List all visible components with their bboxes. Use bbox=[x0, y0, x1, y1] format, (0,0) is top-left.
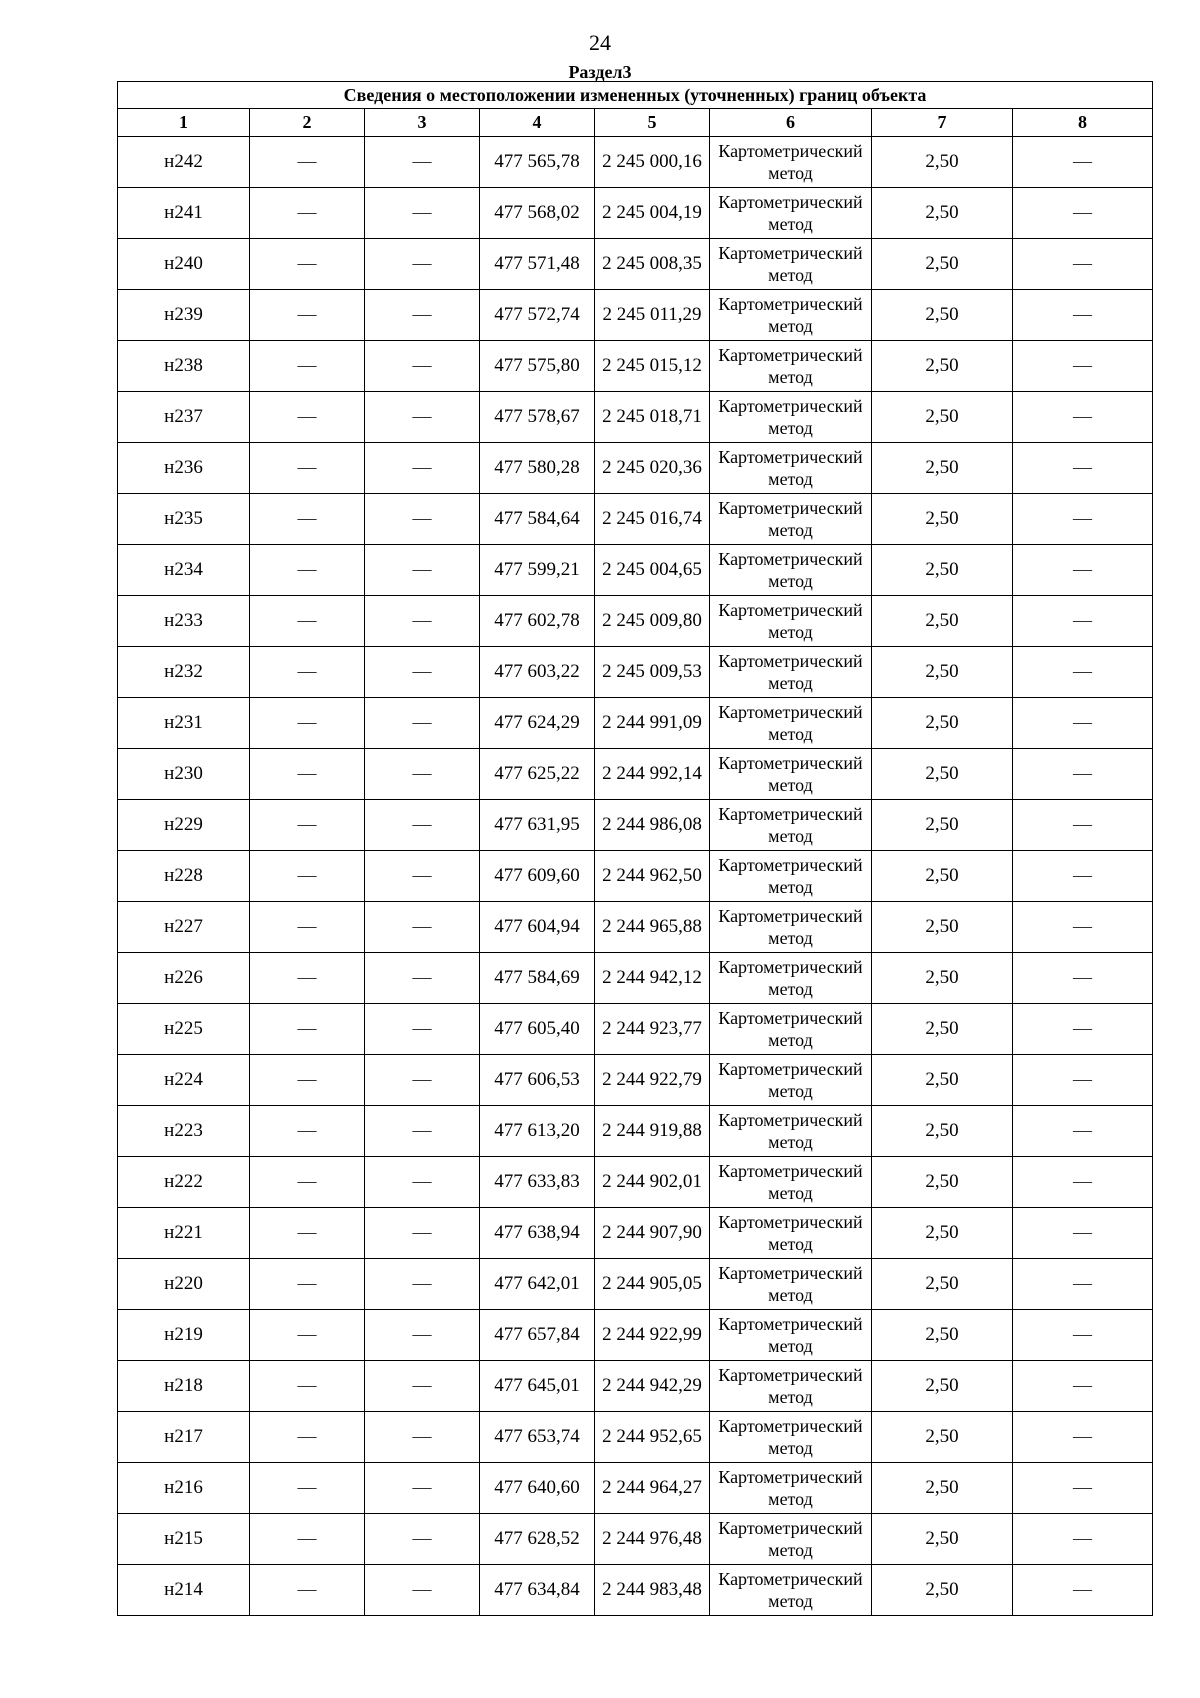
table-caption-row bbox=[118, 82, 1153, 109]
table-row bbox=[118, 698, 1153, 749]
table-row bbox=[118, 341, 1153, 392]
column-3-value: — bbox=[365, 545, 480, 596]
coordinate-x: 477 568,02 bbox=[480, 188, 595, 239]
determination-method: Картометрический метод bbox=[710, 494, 872, 545]
column-number: 7 bbox=[872, 109, 1013, 137]
column-8-value: — bbox=[1013, 902, 1153, 953]
coordinate-y: 2 245 020,36 bbox=[595, 443, 710, 494]
table-row bbox=[118, 494, 1153, 545]
column-8-value: — bbox=[1013, 1208, 1153, 1259]
column-2-value: — bbox=[250, 953, 365, 1004]
table-row bbox=[118, 290, 1153, 341]
column-2-value: — bbox=[250, 902, 365, 953]
column-2-value: — bbox=[250, 137, 365, 188]
table-row bbox=[118, 749, 1153, 800]
coordinate-x: 477 624,29 bbox=[480, 698, 595, 749]
column-8-value: — bbox=[1013, 290, 1153, 341]
accuracy-value: 2,50 bbox=[872, 341, 1013, 392]
column-2-value: — bbox=[250, 1157, 365, 1208]
column-number: 1 bbox=[118, 109, 250, 137]
coordinate-y: 2 244 976,48 bbox=[595, 1514, 710, 1565]
determination-method: Картометрический метод bbox=[710, 953, 872, 1004]
coordinate-y: 2 244 919,88 bbox=[595, 1106, 710, 1157]
column-3-value: — bbox=[365, 239, 480, 290]
accuracy-value: 2,50 bbox=[872, 443, 1013, 494]
coordinate-y: 2 244 922,99 bbox=[595, 1310, 710, 1361]
coordinate-y: 2 244 983,48 bbox=[595, 1565, 710, 1616]
point-name: н228 bbox=[118, 851, 250, 902]
point-name: н229 bbox=[118, 800, 250, 851]
section-title: Раздел3 bbox=[568, 62, 632, 82]
column-8-value: — bbox=[1013, 647, 1153, 698]
coordinate-x: 477 603,22 bbox=[480, 647, 595, 698]
coordinate-x: 477 602,78 bbox=[480, 596, 595, 647]
determination-method: Картометрический метод bbox=[710, 902, 872, 953]
point-name: н225 bbox=[118, 1004, 250, 1055]
determination-method: Картометрический метод bbox=[710, 188, 872, 239]
column-8-value: — bbox=[1013, 953, 1153, 1004]
coordinate-x: 477 584,69 bbox=[480, 953, 595, 1004]
column-number-row bbox=[118, 109, 1153, 137]
column-3-value: — bbox=[365, 749, 480, 800]
determination-method: Картометрический метод bbox=[710, 1208, 872, 1259]
accuracy-value: 2,50 bbox=[872, 1514, 1013, 1565]
coordinate-y: 2 244 965,88 bbox=[595, 902, 710, 953]
column-3-value: — bbox=[365, 341, 480, 392]
determination-method: Картометрический метод bbox=[710, 341, 872, 392]
coordinate-x: 477 578,67 bbox=[480, 392, 595, 443]
table-row bbox=[118, 1004, 1153, 1055]
point-name: н216 bbox=[118, 1463, 250, 1514]
table-row bbox=[118, 239, 1153, 290]
column-3-value: — bbox=[365, 647, 480, 698]
point-name: н240 bbox=[118, 239, 250, 290]
column-8-value: — bbox=[1013, 851, 1153, 902]
coordinate-x: 477 609,60 bbox=[480, 851, 595, 902]
column-3-value: — bbox=[365, 1514, 480, 1565]
point-name: н215 bbox=[118, 1514, 250, 1565]
coordinate-y: 2 244 962,50 bbox=[595, 851, 710, 902]
accuracy-value: 2,50 bbox=[872, 1259, 1013, 1310]
table-row bbox=[118, 1412, 1153, 1463]
column-8-value: — bbox=[1013, 239, 1153, 290]
point-name: н234 bbox=[118, 545, 250, 596]
accuracy-value: 2,50 bbox=[872, 1106, 1013, 1157]
coordinate-y: 2 245 004,65 bbox=[595, 545, 710, 596]
table-caption: Сведения о местоположении измененных (уточненных) границ объекта bbox=[118, 82, 1153, 109]
table-row bbox=[118, 596, 1153, 647]
column-number: 6 bbox=[710, 109, 872, 137]
coordinate-y: 2 245 016,74 bbox=[595, 494, 710, 545]
accuracy-value: 2,50 bbox=[872, 1208, 1013, 1259]
column-8-value: — bbox=[1013, 749, 1153, 800]
accuracy-value: 2,50 bbox=[872, 239, 1013, 290]
coordinate-x: 477 606,53 bbox=[480, 1055, 595, 1106]
coordinate-x: 477 571,48 bbox=[480, 239, 595, 290]
column-3-value: — bbox=[365, 1412, 480, 1463]
column-2-value: — bbox=[250, 1310, 365, 1361]
accuracy-value: 2,50 bbox=[872, 698, 1013, 749]
point-name: н220 bbox=[118, 1259, 250, 1310]
table-row bbox=[118, 1055, 1153, 1106]
determination-method: Картометрический метод bbox=[710, 1310, 872, 1361]
column-3-value: — bbox=[365, 392, 480, 443]
column-8-value: — bbox=[1013, 1259, 1153, 1310]
table-row bbox=[118, 188, 1153, 239]
determination-method: Картометрический метод bbox=[710, 239, 872, 290]
coordinate-y: 2 244 902,01 bbox=[595, 1157, 710, 1208]
accuracy-value: 2,50 bbox=[872, 1565, 1013, 1616]
coordinate-x: 477 640,60 bbox=[480, 1463, 595, 1514]
table-row bbox=[118, 1208, 1153, 1259]
coordinate-y: 2 244 905,05 bbox=[595, 1259, 710, 1310]
column-3-value: — bbox=[365, 290, 480, 341]
column-2-value: — bbox=[250, 1106, 365, 1157]
column-8-value: — bbox=[1013, 1106, 1153, 1157]
coordinate-y: 2 244 992,14 bbox=[595, 749, 710, 800]
coordinate-y: 2 244 923,77 bbox=[595, 1004, 710, 1055]
column-3-value: — bbox=[365, 851, 480, 902]
column-number: 4 bbox=[480, 109, 595, 137]
coordinate-x: 477 604,94 bbox=[480, 902, 595, 953]
column-2-value: — bbox=[250, 1259, 365, 1310]
point-name: н224 bbox=[118, 1055, 250, 1106]
table-row bbox=[118, 851, 1153, 902]
column-3-value: — bbox=[365, 1259, 480, 1310]
accuracy-value: 2,50 bbox=[872, 596, 1013, 647]
coordinate-x: 477 642,01 bbox=[480, 1259, 595, 1310]
point-name: н230 bbox=[118, 749, 250, 800]
column-2-value: — bbox=[250, 1361, 365, 1412]
point-name: н219 bbox=[118, 1310, 250, 1361]
coordinate-y: 2 245 009,80 bbox=[595, 596, 710, 647]
column-2-value: — bbox=[250, 443, 365, 494]
boundary-coordinates-table bbox=[117, 81, 1153, 1616]
column-8-value: — bbox=[1013, 1004, 1153, 1055]
point-name: н221 bbox=[118, 1208, 250, 1259]
column-3-value: — bbox=[365, 698, 480, 749]
column-number: 2 bbox=[250, 109, 365, 137]
coordinate-y: 2 244 964,27 bbox=[595, 1463, 710, 1514]
determination-method: Картометрический метод bbox=[710, 137, 872, 188]
column-8-value: — bbox=[1013, 1412, 1153, 1463]
accuracy-value: 2,50 bbox=[872, 392, 1013, 443]
point-name: н241 bbox=[118, 188, 250, 239]
accuracy-value: 2,50 bbox=[872, 290, 1013, 341]
coordinate-y: 2 245 004,19 bbox=[595, 188, 710, 239]
determination-method: Картометрический метод bbox=[710, 545, 872, 596]
accuracy-value: 2,50 bbox=[872, 851, 1013, 902]
column-3-value: — bbox=[365, 188, 480, 239]
coordinate-x: 477 580,28 bbox=[480, 443, 595, 494]
coordinate-x: 477 628,52 bbox=[480, 1514, 595, 1565]
table-row bbox=[118, 1514, 1153, 1565]
determination-method: Картометрический метод bbox=[710, 1106, 872, 1157]
coordinate-y: 2 245 018,71 bbox=[595, 392, 710, 443]
coordinate-x: 477 575,80 bbox=[480, 341, 595, 392]
coordinate-x: 477 613,20 bbox=[480, 1106, 595, 1157]
column-8-value: — bbox=[1013, 1565, 1153, 1616]
point-name: н223 bbox=[118, 1106, 250, 1157]
point-name: н226 bbox=[118, 953, 250, 1004]
column-8-value: — bbox=[1013, 1463, 1153, 1514]
column-8-value: — bbox=[1013, 1157, 1153, 1208]
accuracy-value: 2,50 bbox=[872, 902, 1013, 953]
determination-method: Картометрический метод bbox=[710, 1055, 872, 1106]
coordinate-x: 477 633,83 bbox=[480, 1157, 595, 1208]
table-row bbox=[118, 1259, 1153, 1310]
column-8-value: — bbox=[1013, 443, 1153, 494]
column-2-value: — bbox=[250, 1004, 365, 1055]
table-row bbox=[118, 137, 1153, 188]
coordinate-y: 2 244 952,65 bbox=[595, 1412, 710, 1463]
accuracy-value: 2,50 bbox=[872, 1412, 1013, 1463]
coordinate-y: 2 244 942,12 bbox=[595, 953, 710, 1004]
coordinate-y: 2 245 008,35 bbox=[595, 239, 710, 290]
column-8-value: — bbox=[1013, 137, 1153, 188]
point-name: н236 bbox=[118, 443, 250, 494]
column-8-value: — bbox=[1013, 1514, 1153, 1565]
coordinate-y: 2 244 991,09 bbox=[595, 698, 710, 749]
column-3-value: — bbox=[365, 1565, 480, 1616]
table-body bbox=[118, 137, 1153, 1616]
determination-method: Картометрический метод bbox=[710, 1157, 872, 1208]
column-8-value: — bbox=[1013, 1055, 1153, 1106]
point-name: н235 bbox=[118, 494, 250, 545]
coordinate-x: 477 653,74 bbox=[480, 1412, 595, 1463]
column-2-value: — bbox=[250, 1412, 365, 1463]
column-3-value: — bbox=[365, 1361, 480, 1412]
column-2-value: — bbox=[250, 596, 365, 647]
coordinate-y: 2 245 011,29 bbox=[595, 290, 710, 341]
column-2-value: — bbox=[250, 1055, 365, 1106]
determination-method: Картометрический метод bbox=[710, 443, 872, 494]
coordinate-y: 2 244 907,90 bbox=[595, 1208, 710, 1259]
column-number: 3 bbox=[365, 109, 480, 137]
determination-method: Картометрический метод bbox=[710, 290, 872, 341]
point-name: н237 bbox=[118, 392, 250, 443]
determination-method: Картометрический метод bbox=[710, 1361, 872, 1412]
table-row bbox=[118, 800, 1153, 851]
point-name: н214 bbox=[118, 1565, 250, 1616]
determination-method: Картометрический метод bbox=[710, 1565, 872, 1616]
column-2-value: — bbox=[250, 545, 365, 596]
coordinate-x: 477 657,84 bbox=[480, 1310, 595, 1361]
coordinate-x: 477 631,95 bbox=[480, 800, 595, 851]
column-3-value: — bbox=[365, 1106, 480, 1157]
page-number: 24 bbox=[589, 30, 611, 55]
column-2-value: — bbox=[250, 749, 365, 800]
accuracy-value: 2,50 bbox=[872, 545, 1013, 596]
column-2-value: — bbox=[250, 392, 365, 443]
table-row bbox=[118, 443, 1153, 494]
table-row bbox=[118, 647, 1153, 698]
column-3-value: — bbox=[365, 1463, 480, 1514]
point-name: н238 bbox=[118, 341, 250, 392]
column-3-value: — bbox=[365, 1208, 480, 1259]
determination-method: Картометрический метод bbox=[710, 1412, 872, 1463]
column-2-value: — bbox=[250, 188, 365, 239]
column-3-value: — bbox=[365, 953, 480, 1004]
determination-method: Картометрический метод bbox=[710, 647, 872, 698]
point-name: н231 bbox=[118, 698, 250, 749]
column-3-value: — bbox=[365, 1004, 480, 1055]
accuracy-value: 2,50 bbox=[872, 494, 1013, 545]
column-8-value: — bbox=[1013, 800, 1153, 851]
column-2-value: — bbox=[250, 1514, 365, 1565]
column-2-value: — bbox=[250, 1208, 365, 1259]
coordinate-y: 2 245 015,12 bbox=[595, 341, 710, 392]
determination-method: Картометрический метод bbox=[710, 1259, 872, 1310]
accuracy-value: 2,50 bbox=[872, 1157, 1013, 1208]
column-3-value: — bbox=[365, 800, 480, 851]
determination-method: Картометрический метод bbox=[710, 1514, 872, 1565]
column-2-value: — bbox=[250, 290, 365, 341]
column-2-value: — bbox=[250, 494, 365, 545]
accuracy-value: 2,50 bbox=[872, 1004, 1013, 1055]
point-name: н222 bbox=[118, 1157, 250, 1208]
column-8-value: — bbox=[1013, 698, 1153, 749]
column-8-value: — bbox=[1013, 188, 1153, 239]
column-3-value: — bbox=[365, 443, 480, 494]
coordinate-x: 477 584,64 bbox=[480, 494, 595, 545]
determination-method: Картометрический метод bbox=[710, 749, 872, 800]
accuracy-value: 2,50 bbox=[872, 749, 1013, 800]
column-8-value: — bbox=[1013, 341, 1153, 392]
column-8-value: — bbox=[1013, 1361, 1153, 1412]
accuracy-value: 2,50 bbox=[872, 1361, 1013, 1412]
column-8-value: — bbox=[1013, 1310, 1153, 1361]
accuracy-value: 2,50 bbox=[872, 188, 1013, 239]
determination-method: Картометрический метод bbox=[710, 392, 872, 443]
column-2-value: — bbox=[250, 851, 365, 902]
column-2-value: — bbox=[250, 800, 365, 851]
accuracy-value: 2,50 bbox=[872, 137, 1013, 188]
coordinate-x: 477 645,01 bbox=[480, 1361, 595, 1412]
table-row bbox=[118, 545, 1153, 596]
point-name: н239 bbox=[118, 290, 250, 341]
coordinate-y: 2 245 009,53 bbox=[595, 647, 710, 698]
table-row bbox=[118, 1310, 1153, 1361]
coordinate-y: 2 244 986,08 bbox=[595, 800, 710, 851]
determination-method: Картометрический метод bbox=[710, 1463, 872, 1514]
table-row bbox=[118, 392, 1153, 443]
column-2-value: — bbox=[250, 1463, 365, 1514]
coordinate-x: 477 638,94 bbox=[480, 1208, 595, 1259]
point-name: н217 bbox=[118, 1412, 250, 1463]
accuracy-value: 2,50 bbox=[872, 647, 1013, 698]
point-name: н232 bbox=[118, 647, 250, 698]
coordinate-x: 477 572,74 bbox=[480, 290, 595, 341]
table-row bbox=[118, 1361, 1153, 1412]
table-row bbox=[118, 902, 1153, 953]
coordinate-x: 477 625,22 bbox=[480, 749, 595, 800]
coordinate-y: 2 245 000,16 bbox=[595, 137, 710, 188]
determination-method: Картометрический метод bbox=[710, 596, 872, 647]
column-3-value: — bbox=[365, 902, 480, 953]
column-8-value: — bbox=[1013, 545, 1153, 596]
table-row bbox=[118, 953, 1153, 1004]
column-3-value: — bbox=[365, 1157, 480, 1208]
point-name: н218 bbox=[118, 1361, 250, 1412]
column-3-value: — bbox=[365, 1055, 480, 1106]
point-name: н242 bbox=[118, 137, 250, 188]
column-8-value: — bbox=[1013, 596, 1153, 647]
column-3-value: — bbox=[365, 1310, 480, 1361]
coordinate-y: 2 244 922,79 bbox=[595, 1055, 710, 1106]
column-number: 5 bbox=[595, 109, 710, 137]
coordinate-x: 477 605,40 bbox=[480, 1004, 595, 1055]
table-row bbox=[118, 1463, 1153, 1514]
column-2-value: — bbox=[250, 1565, 365, 1616]
table-row bbox=[118, 1157, 1153, 1208]
accuracy-value: 2,50 bbox=[872, 800, 1013, 851]
table-row bbox=[118, 1565, 1153, 1616]
column-8-value: — bbox=[1013, 392, 1153, 443]
accuracy-value: 2,50 bbox=[872, 1463, 1013, 1514]
point-name: н233 bbox=[118, 596, 250, 647]
point-name: н227 bbox=[118, 902, 250, 953]
column-3-value: — bbox=[365, 137, 480, 188]
coordinate-x: 477 634,84 bbox=[480, 1565, 595, 1616]
accuracy-value: 2,50 bbox=[872, 1310, 1013, 1361]
column-8-value: — bbox=[1013, 494, 1153, 545]
column-number: 8 bbox=[1013, 109, 1153, 137]
column-3-value: — bbox=[365, 596, 480, 647]
column-3-value: — bbox=[365, 494, 480, 545]
accuracy-value: 2,50 bbox=[872, 1055, 1013, 1106]
table-row bbox=[118, 1106, 1153, 1157]
coordinate-x: 477 599,21 bbox=[480, 545, 595, 596]
column-2-value: — bbox=[250, 647, 365, 698]
determination-method: Картометрический метод bbox=[710, 851, 872, 902]
accuracy-value: 2,50 bbox=[872, 953, 1013, 1004]
determination-method: Картометрический метод bbox=[710, 698, 872, 749]
column-2-value: — bbox=[250, 239, 365, 290]
column-2-value: — bbox=[250, 698, 365, 749]
coordinate-x: 477 565,78 bbox=[480, 137, 595, 188]
determination-method: Картометрический метод bbox=[710, 1004, 872, 1055]
column-2-value: — bbox=[250, 341, 365, 392]
determination-method: Картометрический метод bbox=[710, 800, 872, 851]
coordinate-y: 2 244 942,29 bbox=[595, 1361, 710, 1412]
